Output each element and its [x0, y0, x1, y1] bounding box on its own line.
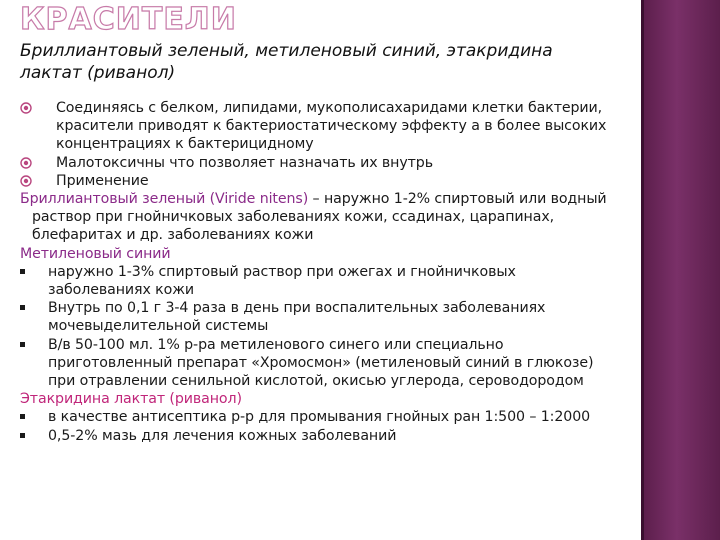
brilliant-green-paragraph — [20, 190, 620, 245]
square-bullet-icon — [20, 414, 25, 419]
list-item — [20, 172, 620, 190]
bullet-text: наружно 1-3% спиртовый раствор при ожегах и гнойничковых заболеваниях кожи — [48, 263, 516, 299]
list-item — [20, 99, 620, 154]
brilliant-green-name: Бриллиантовый зеленый (Viride nitens) — [20, 191, 309, 208]
square-bullet-icon — [20, 305, 25, 310]
bullet-text: Малотоксичны что позволяет назначать их внутрь — [56, 154, 433, 171]
decorative-sidebar — [641, 0, 720, 540]
target-bullet-icon — [20, 157, 32, 169]
list-item — [20, 154, 620, 172]
slide-content — [20, 99, 620, 445]
methylene-blue-heading: Метиленовый синий — [20, 245, 171, 262]
bullet-text: В/в 50-100 мл. 1% р-ра метиленового синего или специально приготовленный препарат «Хромосмон» (метиленовый синий в глюкозе) при отравлении сенильной кислотой, окисью углерода, сероводородом — [48, 336, 594, 390]
square-bullet-icon — [20, 269, 25, 274]
list-item — [20, 427, 620, 445]
square-bullet-icon — [20, 433, 25, 438]
brilliant-green-text: – наружно 1-2% спиртовый или водный раствор при гнойничковых заболеваниях кожи, ссадинах, царапинах, блефаритах и др. заболеваниях кожи — [32, 191, 607, 244]
slide-subtitle: Бриллиантовый зеленый, метиленовый синий, этакридина лактат (риванол) — [20, 41, 553, 83]
bullet-text: 0,5-2% мазь для лечения кожных заболеваний — [48, 427, 397, 444]
list-item — [20, 263, 620, 299]
square-bullet-icon — [20, 342, 25, 347]
target-bullet-icon — [20, 102, 32, 114]
list-item — [20, 336, 620, 391]
list-item — [20, 408, 620, 426]
bullet-text: Внутрь по 0,1 г 3-4 раза в день при воспалительных заболеваниях мочевыделительной системы — [48, 300, 546, 335]
bullet-text: Соединяясь с белком, липидами, мукополисахаридами клетки бактерии, красители приводят к бактериостатическому эффекту а в более высоких концентрациях к бактерицидному — [56, 100, 607, 153]
bullet-text: в качестве антисептика р-р для промывания гнойных ран 1:500 – 1:2000 — [48, 409, 591, 426]
list-item — [20, 299, 620, 335]
target-bullet-icon — [20, 175, 32, 187]
bullet-text: Применение — [56, 172, 149, 189]
slide-title: КРАСИТЕЛИ — [20, 2, 237, 37]
sidebar-edge — [641, 0, 644, 540]
ethacridine-heading: Этакридина лактат (риванол) — [20, 391, 242, 408]
